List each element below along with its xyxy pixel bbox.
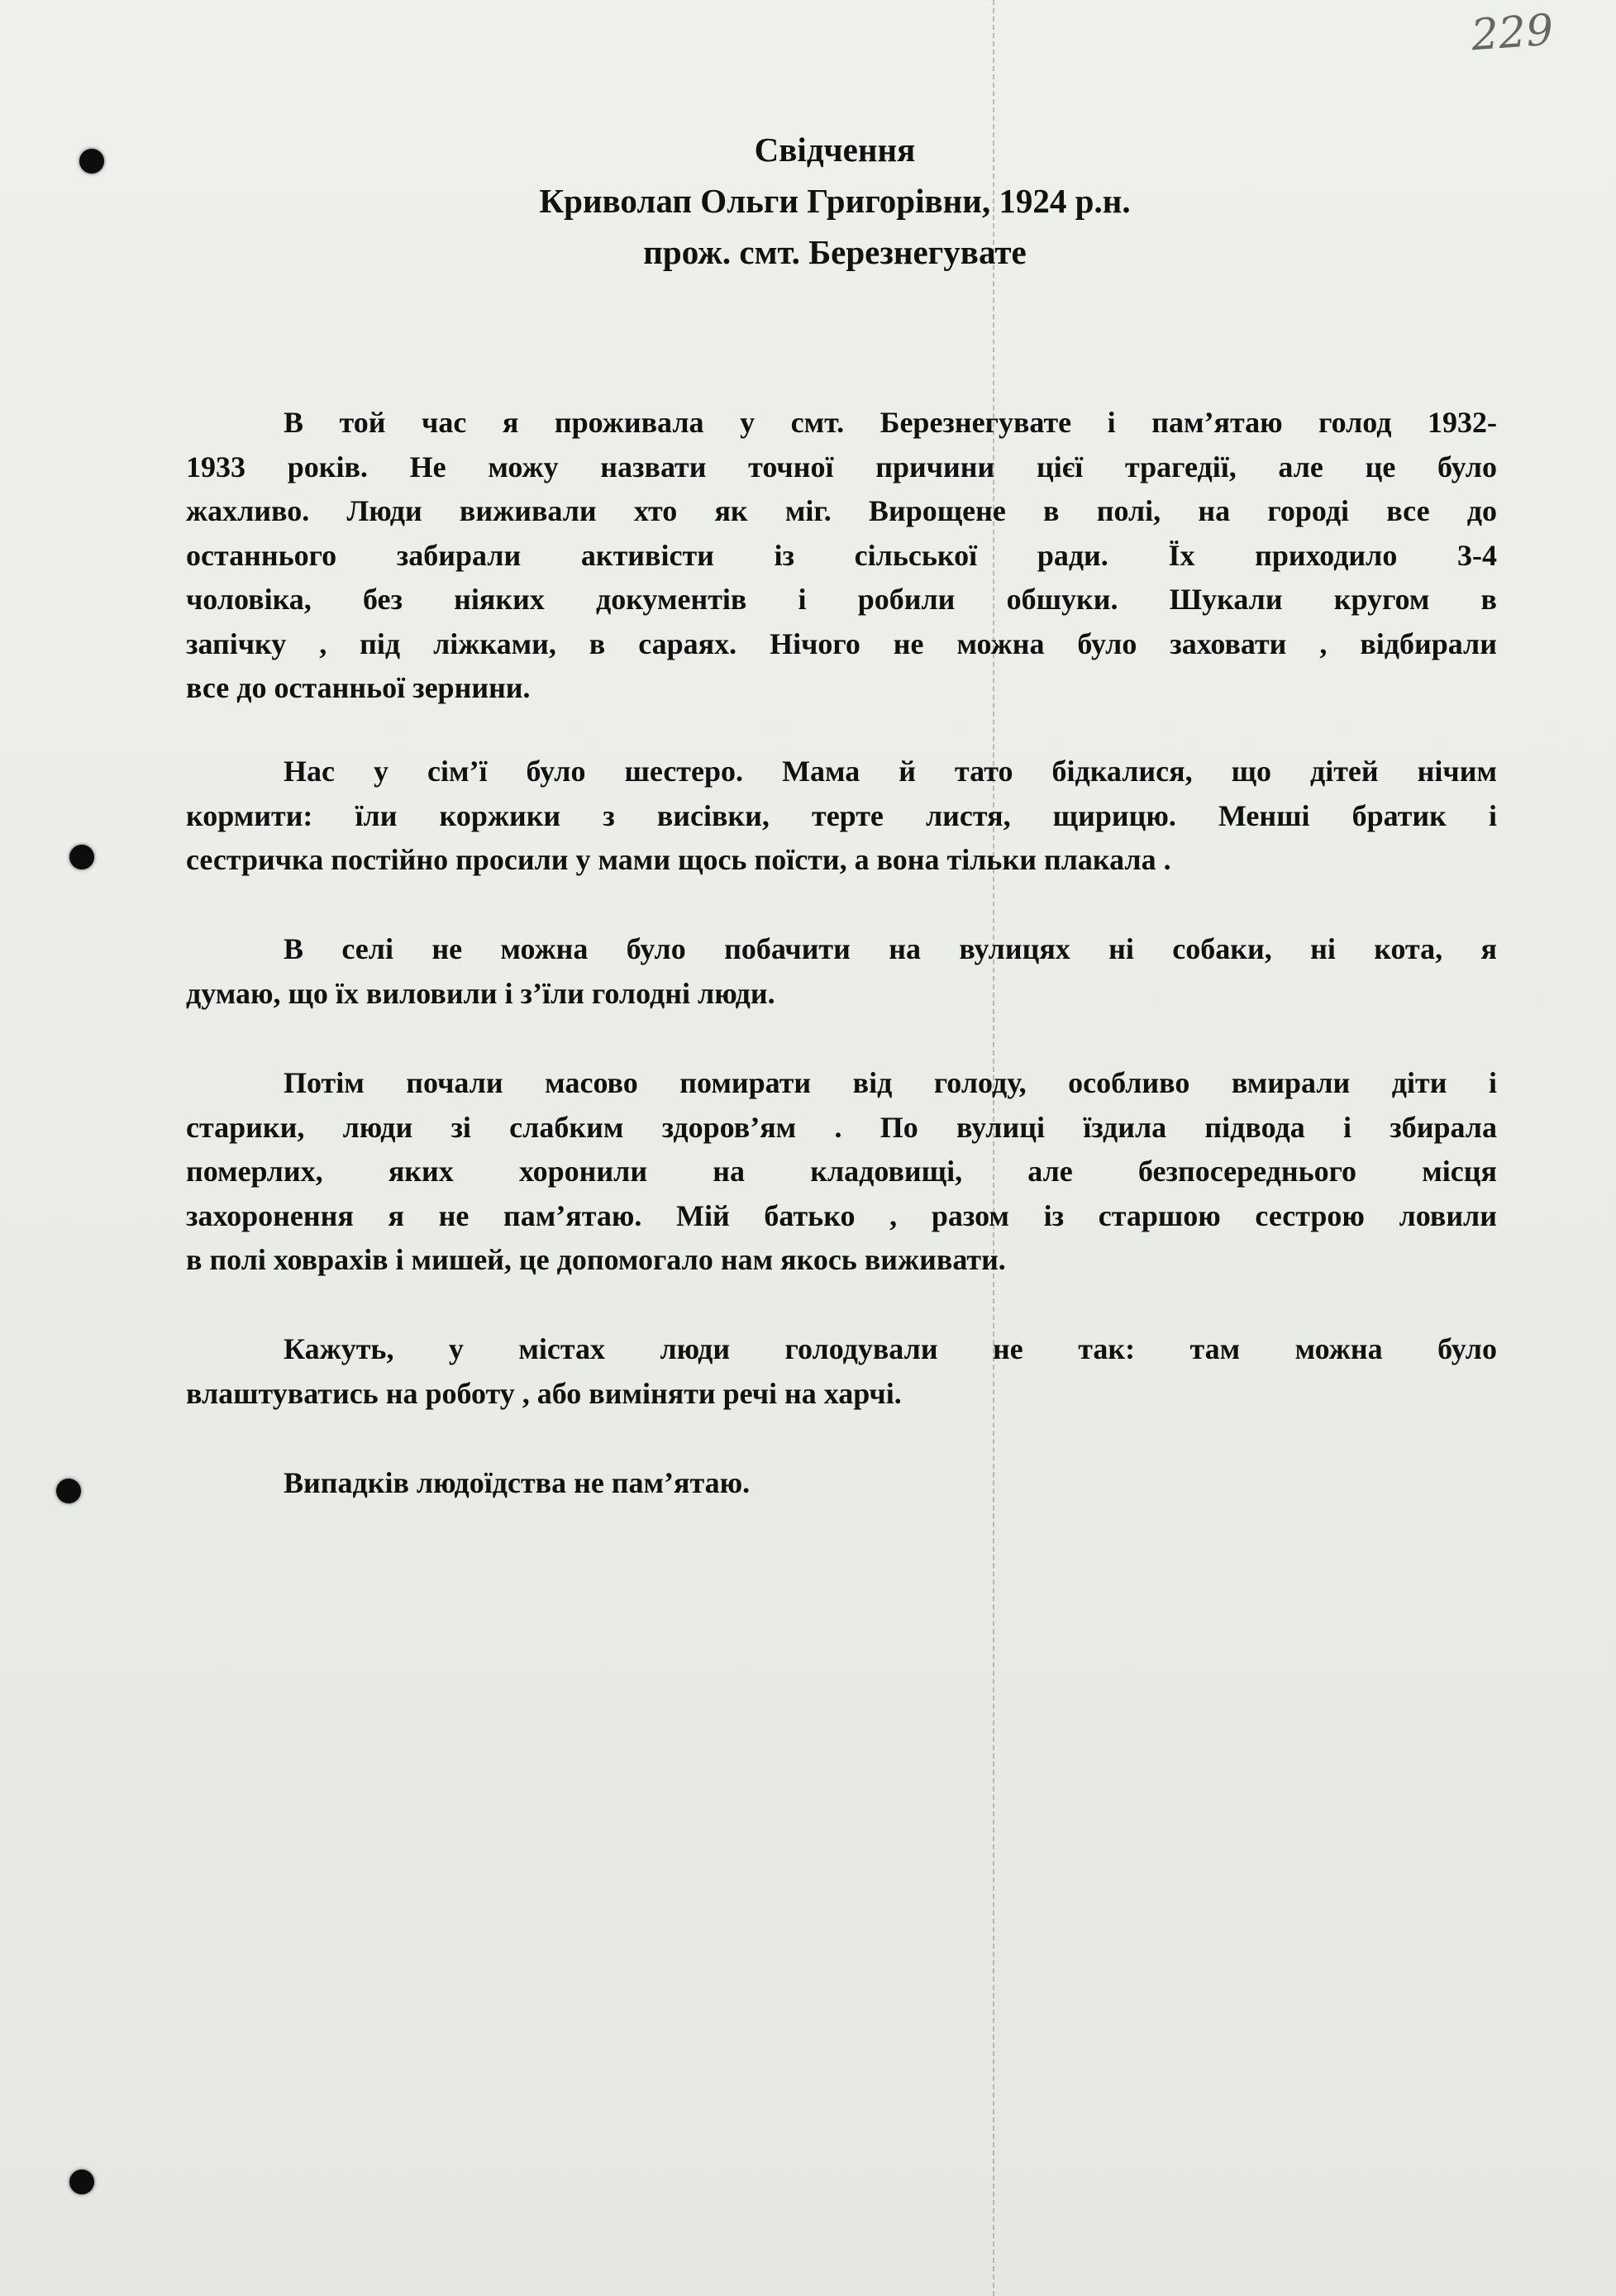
text-line: все до останньої зернини. bbox=[186, 671, 531, 704]
text-line: Кажуть, у містах люди голодували не так: там можна було bbox=[284, 1332, 1497, 1365]
text-line: Потім почали масово помирати від голоду, особливо вмирали діти і bbox=[284, 1066, 1497, 1099]
text-line: 1933 років. Не можу назвати точної причини цієї трагедії, але це було bbox=[186, 450, 1497, 483]
paragraph bbox=[186, 927, 1497, 1016]
text-line: В той час я проживала у смт. Березнегувате і пам’ятаю голод 1932- bbox=[284, 406, 1497, 439]
paragraph bbox=[186, 401, 1497, 711]
page-number: 229 bbox=[1470, 5, 1556, 61]
title-line: Криволап Ольги Григорівни, 1924 р.н. bbox=[539, 182, 1131, 220]
text-line: думаю, що їх виловили і з’їли голодні люди. bbox=[186, 976, 775, 1010]
punch-hole bbox=[56, 1479, 81, 1503]
text-line: в полі ховрахів і мишей, це допомогало нам якось виживати. bbox=[186, 1243, 1006, 1276]
title-line: Свідчення bbox=[754, 131, 916, 169]
paragraph bbox=[186, 1327, 1497, 1416]
text-line: старики, люди зі слабким здоров’ям . По вулиці їздила підвода і збирала bbox=[186, 1110, 1497, 1144]
text-line: Випадків людоїдства не пам’ятаю. bbox=[284, 1466, 751, 1499]
text-line: влаштуватись на роботу , або виміняти речі на харчі. bbox=[186, 1376, 902, 1410]
punch-hole bbox=[69, 845, 94, 869]
text-line: жахливо. Люди виживали хто як міг. Вирощене в полі, на городі все до bbox=[186, 494, 1497, 527]
text-line: чоловіка, без ніяких документів і робили обшуки. Шукали кругом в bbox=[186, 583, 1497, 616]
text-line: запічку , під ліжками, в сараях. Нічого не можна було заховати , відбирали bbox=[186, 626, 1497, 660]
text-line: Нас у сім’ї було шестеро. Мама й тато бідкалися, що дітей нічим bbox=[284, 755, 1497, 788]
paragraph bbox=[186, 750, 1497, 883]
text-line: сестричка постійно просили у мами щось поїсти, а вона тільки плакала . bbox=[186, 843, 1171, 876]
text-line: В селі не можна було побачити на вулицях ні собаки, ні кота, я bbox=[284, 932, 1497, 965]
title-line: прож. смт. Березнегувате bbox=[643, 233, 1027, 271]
paragraph bbox=[186, 1461, 1497, 1506]
paragraph bbox=[186, 1061, 1497, 1283]
punch-hole bbox=[69, 2170, 94, 2194]
text-line: захоронення я не пам’ятаю. Мій батько , разом із старшою сестрою ловили bbox=[186, 1198, 1497, 1232]
text-line: померлих, яких хоронили на кладовищі, але безпосереднього місця bbox=[186, 1155, 1497, 1188]
text-line: кормити: їли коржики з висівки, терте листя, щирицю. Менші братик і bbox=[186, 798, 1497, 832]
text-line: останнього забирали активісти із сільської ради. Їх приходило 3-4 bbox=[186, 538, 1497, 572]
document-title bbox=[0, 124, 1616, 278]
